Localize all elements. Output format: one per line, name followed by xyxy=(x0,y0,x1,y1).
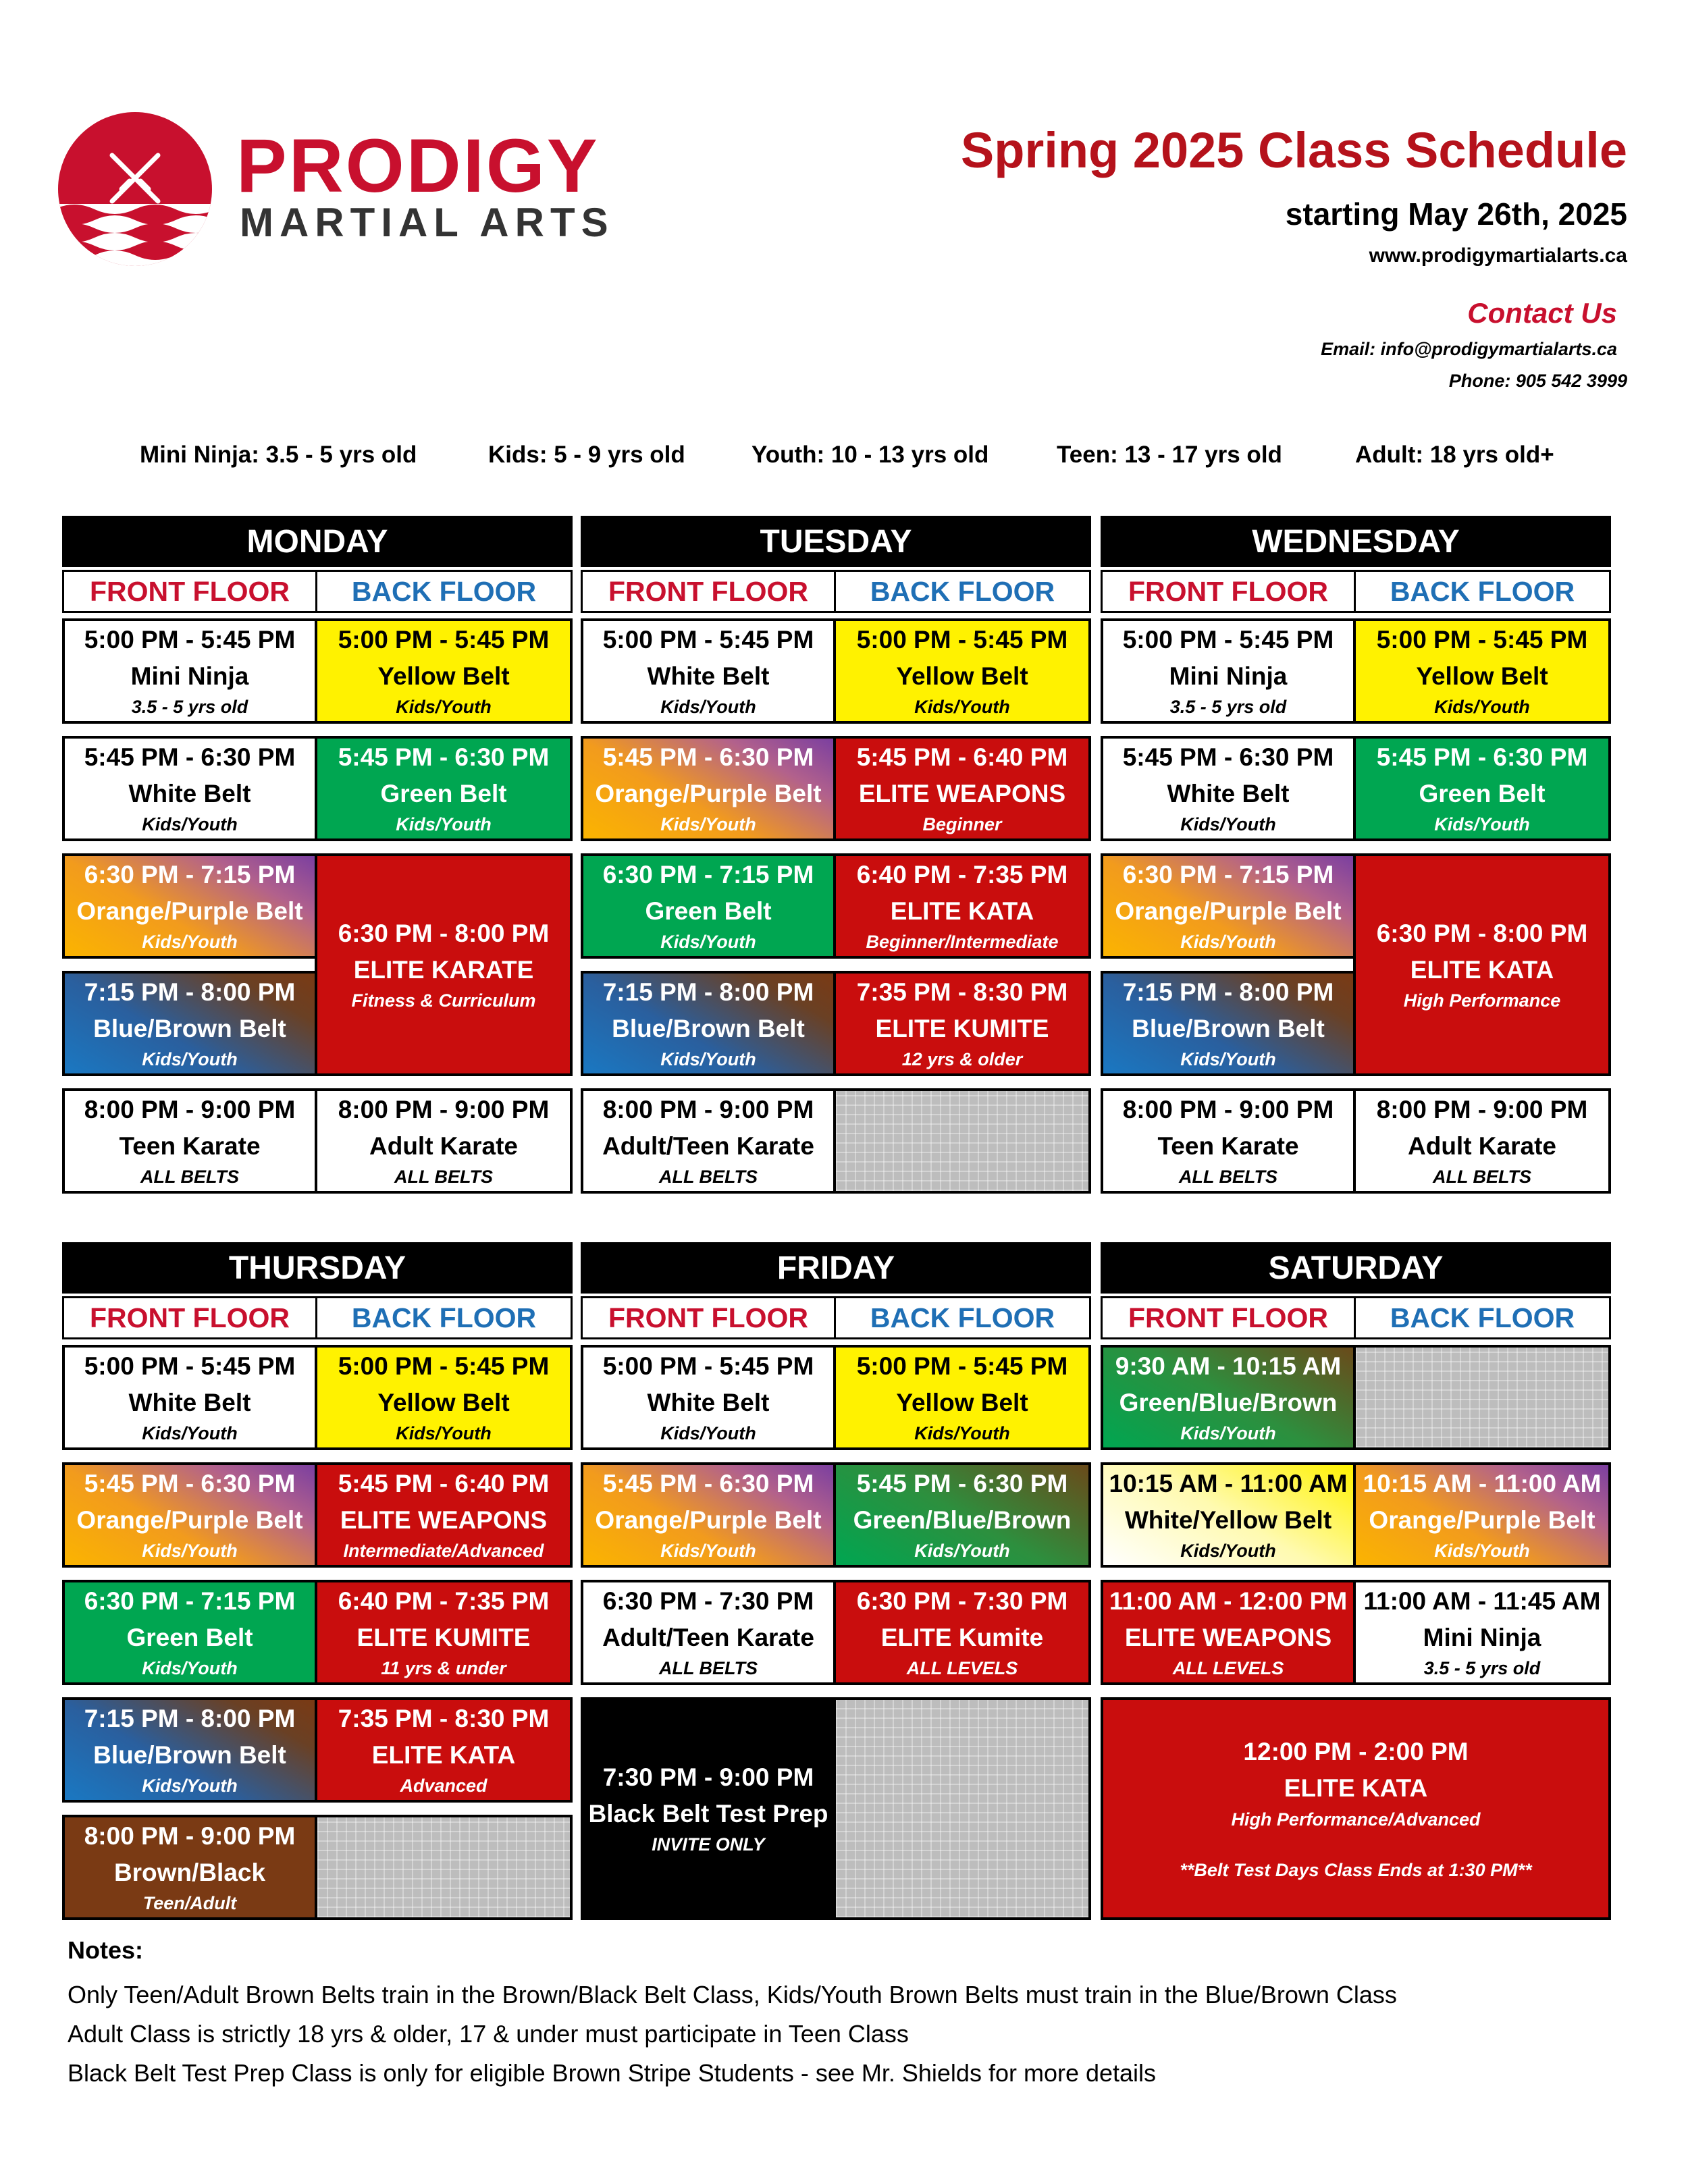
contact-email[interactable]: Email: info@prodigymartialarts.ca xyxy=(1321,339,1617,359)
class-level: Kids/Youth xyxy=(660,1049,756,1070)
class-slot-elite-kumite xyxy=(315,1580,573,1685)
class-name: Green Belt xyxy=(126,1623,253,1651)
class-time: 5:00 PM - 5:45 PM xyxy=(84,625,296,654)
floor-headers xyxy=(62,570,573,613)
class-level: ALL LEVELS xyxy=(1172,1658,1284,1679)
class-slot-elite-weapons xyxy=(833,736,1091,841)
class-name: Blue/Brown Belt xyxy=(93,1014,286,1042)
class-level: Kids/Youth xyxy=(142,932,238,953)
page-title: Spring 2025 Class Schedule xyxy=(960,122,1627,178)
class-slot-adult-teen-karate xyxy=(581,1580,836,1685)
class-level: Kids/Youth xyxy=(142,814,238,835)
class-time: 5:00 PM - 5:45 PM xyxy=(856,1352,1068,1380)
class-level: Kids/Youth xyxy=(1434,1541,1530,1562)
logo-icon xyxy=(54,108,216,270)
day-saturday xyxy=(1101,1242,1611,1880)
class-name: ELITE KUMITE xyxy=(875,1014,1049,1042)
class-level: Kids/Youth xyxy=(1434,697,1530,718)
class-name: Mini Ninja xyxy=(1169,662,1288,690)
class-name: ELITE Kumite xyxy=(880,1623,1044,1651)
class-time: 6:30 PM - 7:30 PM xyxy=(856,1587,1068,1615)
class-name: White Belt xyxy=(647,1388,770,1416)
class-level: High Performance xyxy=(1403,990,1561,1011)
day-header: THURSDAY xyxy=(62,1242,573,1294)
day-friday xyxy=(581,1242,1091,1855)
class-time: 11:00 AM - 11:45 AM xyxy=(1363,1587,1601,1615)
class-level: Teen/Adult xyxy=(142,1893,237,1914)
class-name: Orange/Purple Belt xyxy=(1115,897,1342,925)
class-level: Kids/Youth xyxy=(914,1541,1010,1562)
class-time: 5:45 PM - 6:30 PM xyxy=(84,1469,296,1497)
class-level: Kids/Youth xyxy=(396,814,492,835)
class-level: ALL BELTS xyxy=(659,1167,758,1188)
age-group: Adult: 18 yrs old+ xyxy=(1355,442,1554,468)
class-level: Kids/Youth xyxy=(1180,1049,1276,1070)
class-slot-yellow-belt xyxy=(1353,618,1611,724)
brand-name: PRODIGY xyxy=(236,124,600,208)
class-slot-white-yellow-belt xyxy=(1101,1462,1356,1568)
class-name: Orange/Purple Belt xyxy=(76,897,303,925)
front-floor-label: FRONT FLOOR xyxy=(581,570,836,613)
back-floor-label: BACK FLOOR xyxy=(834,1296,1091,1339)
class-time: 6:30 PM - 7:30 PM xyxy=(602,1587,814,1615)
class-slot-adult-karate xyxy=(315,1088,573,1194)
class-slot-elite-karate xyxy=(315,853,573,1076)
class-level: 3.5 - 5 yrs old xyxy=(131,697,248,718)
floor-headers xyxy=(62,1296,573,1339)
empty-slot xyxy=(1353,1345,1611,1450)
class-time: 5:00 PM - 5:45 PM xyxy=(338,1352,550,1380)
floor-headers xyxy=(1101,570,1611,613)
floor-headers xyxy=(1101,1296,1611,1339)
class-name: Yellow Belt xyxy=(1416,662,1548,690)
class-time: 5:45 PM - 6:40 PM xyxy=(338,1469,550,1497)
class-time: 7:30 PM - 9:00 PM xyxy=(602,1763,814,1791)
class-level: Kids/Youth xyxy=(914,1423,1010,1444)
day-header: SATURDAY xyxy=(1101,1242,1611,1294)
front-floor-label: FRONT FLOOR xyxy=(1101,1296,1356,1339)
class-slot-teen-karate xyxy=(1101,1088,1356,1194)
class-slot-white-belt xyxy=(1101,736,1356,841)
class-level: ALL BELTS xyxy=(1179,1167,1277,1188)
class-time: 6:30 PM - 8:00 PM xyxy=(338,919,550,947)
class-level: Kids/Youth xyxy=(660,814,756,835)
age-group: Youth: 10 - 13 yrs old xyxy=(751,442,989,468)
class-level: Fitness & Curriculum xyxy=(351,990,536,1011)
class-time: 7:15 PM - 8:00 PM xyxy=(602,978,814,1006)
class-time: 5:00 PM - 5:45 PM xyxy=(338,625,550,654)
class-name: ELITE KUMITE xyxy=(357,1623,531,1651)
contact-phone: Phone: 905 542 3999 xyxy=(1448,371,1627,391)
day-header: FRIDAY xyxy=(581,1242,1091,1294)
class-slot-blue-brown-belt xyxy=(581,971,836,1076)
class-time: 5:45 PM - 6:30 PM xyxy=(602,743,814,771)
class-level: 3.5 - 5 yrs old xyxy=(1423,1658,1541,1679)
class-name: Adult Karate xyxy=(369,1131,518,1160)
class-name: Teen Karate xyxy=(1157,1131,1299,1160)
class-level: ALL BELTS xyxy=(1433,1167,1531,1188)
class-time: 10:15 AM - 11:00 AM xyxy=(1109,1469,1348,1497)
class-slot-elite-kata xyxy=(1353,853,1611,1076)
class-slot-elite-kata xyxy=(1101,1697,1611,1920)
class-time: 5:45 PM - 6:30 PM xyxy=(856,1469,1068,1497)
class-level: 11 yrs & under xyxy=(381,1658,506,1679)
class-level: 3.5 - 5 yrs old xyxy=(1169,697,1287,718)
front-floor-label: FRONT FLOOR xyxy=(1101,570,1356,613)
class-level: High Performance/Advanced xyxy=(1231,1809,1481,1830)
class-name: White Belt xyxy=(128,779,251,807)
class-name: Mini Ninja xyxy=(130,662,249,690)
day-header: TUESDAY xyxy=(581,516,1091,567)
class-slot-blue-brown-belt xyxy=(1101,971,1356,1076)
class-time: 12:00 PM - 2:00 PM xyxy=(1243,1738,1469,1766)
class-name: ELITE KATA xyxy=(1284,1774,1428,1803)
class-name: White Belt xyxy=(128,1388,251,1416)
class-time: 6:30 PM - 7:15 PM xyxy=(84,860,296,888)
class-time: 7:15 PM - 8:00 PM xyxy=(1122,978,1334,1006)
front-floor-label: FRONT FLOOR xyxy=(62,570,317,613)
class-name: Blue/Brown Belt xyxy=(1132,1014,1325,1042)
class-time: 5:00 PM - 5:45 PM xyxy=(602,625,814,654)
class-slot-orange-purple-belt xyxy=(62,1462,317,1568)
class-slot-orange-purple-belt xyxy=(581,1462,836,1568)
class-slot-elite-kumite xyxy=(833,971,1091,1076)
class-level: 12 yrs & older xyxy=(901,1049,1023,1070)
class-level: Kids/Youth xyxy=(142,1049,238,1070)
class-slot-adult-teen-karate xyxy=(581,1088,836,1194)
class-time: 5:45 PM - 6:30 PM xyxy=(1376,743,1588,771)
class-name: Green Belt xyxy=(645,897,772,925)
class-name: ELITE KARATE xyxy=(353,955,534,984)
back-floor-label: BACK FLOOR xyxy=(1354,570,1611,613)
class-name: Green Belt xyxy=(380,779,507,807)
class-time: 5:45 PM - 6:30 PM xyxy=(1122,743,1334,771)
note-line: Black Belt Test Prep Class is only for eligible Brown Stripe Students - see Mr. Shields for more details xyxy=(68,2059,1157,2087)
page-subtitle: starting May 26th, 2025 xyxy=(1285,196,1627,232)
class-name: Teen Karate xyxy=(119,1131,261,1160)
class-slot-yellow-belt xyxy=(315,618,573,724)
class-time: 8:00 PM - 9:00 PM xyxy=(602,1095,814,1123)
class-slot-orange-purple-belt xyxy=(581,736,836,841)
class-level: Kids/Youth xyxy=(1180,1423,1276,1444)
class-level: Kids/Youth xyxy=(396,1423,492,1444)
class-slot-adult-karate xyxy=(1353,1088,1611,1194)
class-level: ALL BELTS xyxy=(140,1167,239,1188)
floor-headers xyxy=(581,1296,1091,1339)
class-level: Kids/Youth xyxy=(660,697,756,718)
empty-slot xyxy=(833,1697,1091,1920)
day-wednesday xyxy=(1101,516,1611,1188)
age-group: Kids: 5 - 9 yrs old xyxy=(488,442,685,468)
note-line: Only Teen/Adult Brown Belts train in the Brown/Black Belt Class, Kids/Youth Brown Belts must train in the Blue/Brown Class xyxy=(68,1981,1397,2008)
class-time: 9:30 AM - 10:15 AM xyxy=(1115,1352,1342,1380)
class-level: Beginner/Intermediate xyxy=(866,932,1059,953)
class-time: 8:00 PM - 9:00 PM xyxy=(338,1095,550,1123)
class-name: Mini Ninja xyxy=(1423,1623,1541,1651)
class-time: 5:45 PM - 6:30 PM xyxy=(84,743,296,771)
class-slot-mini-ninja xyxy=(62,618,317,724)
floor-headers xyxy=(581,570,1091,613)
class-name: White Belt xyxy=(1167,779,1290,807)
class-level: Kids/Youth xyxy=(1434,814,1530,835)
class-time: 5:00 PM - 5:45 PM xyxy=(856,625,1068,654)
class-slot-elite-weapons xyxy=(1101,1580,1356,1685)
day-thursday xyxy=(62,1242,573,1914)
class-name: ELITE KATA xyxy=(371,1740,516,1769)
class-level: Kids/Youth xyxy=(396,697,492,718)
class-level: Kids/Youth xyxy=(660,1423,756,1444)
class-slot-green-belt xyxy=(1353,736,1611,841)
empty-slot xyxy=(833,1088,1091,1194)
class-time: 10:15 AM - 11:00 AM xyxy=(1363,1469,1602,1497)
class-name: Blue/Brown Belt xyxy=(612,1014,805,1042)
class-level: ALL BELTS xyxy=(394,1167,493,1188)
class-name: ELITE KATA xyxy=(1410,955,1554,984)
class-time: 5:45 PM - 6:30 PM xyxy=(338,743,550,771)
notes-heading: Notes: xyxy=(68,1936,144,1964)
class-time: 5:00 PM - 5:45 PM xyxy=(1376,625,1588,654)
day-tuesday xyxy=(581,516,1091,1188)
class-time: 6:30 PM - 7:15 PM xyxy=(602,860,814,888)
class-slot-yellow-belt xyxy=(833,618,1091,724)
class-name: Adult/Teen Karate xyxy=(602,1623,814,1651)
class-time: 6:30 PM - 7:15 PM xyxy=(84,1587,296,1615)
class-slot-elite-kata xyxy=(833,853,1091,959)
class-time: 7:35 PM - 8:30 PM xyxy=(856,978,1068,1006)
class-time: 5:45 PM - 6:40 PM xyxy=(856,743,1068,771)
class-time: 6:40 PM - 7:35 PM xyxy=(856,860,1068,888)
class-name: White/Yellow Belt xyxy=(1124,1506,1332,1534)
class-level: Kids/Youth xyxy=(142,1423,238,1444)
class-slot-teen-karate xyxy=(62,1088,317,1194)
class-level: Kids/Youth xyxy=(142,1776,238,1796)
class-name: Green Belt xyxy=(1419,779,1546,807)
class-time: 6:30 PM - 8:00 PM xyxy=(1376,919,1588,947)
class-slot-green-belt xyxy=(62,1580,317,1685)
class-slot-yellow-belt xyxy=(315,1345,573,1450)
class-level: Kids/Youth xyxy=(1180,1541,1276,1562)
class-time: 7:15 PM - 8:00 PM xyxy=(84,978,296,1006)
class-name: White Belt xyxy=(647,662,770,690)
class-level: ALL BELTS xyxy=(659,1658,758,1679)
class-slot-blue-brown-belt xyxy=(62,971,317,1076)
class-name: Green/Blue/Brown xyxy=(1119,1388,1338,1416)
class-time: 8:00 PM - 9:00 PM xyxy=(1122,1095,1334,1123)
class-slot-white-belt xyxy=(62,736,317,841)
class-slot-orange-purple-belt xyxy=(62,853,317,959)
class-note: **Belt Test Days Class Ends at 1:30 PM** xyxy=(1180,1859,1532,1880)
class-name: Orange/Purple Belt xyxy=(595,779,822,807)
class-time: 7:15 PM - 8:00 PM xyxy=(84,1704,296,1732)
class-name: Yellow Belt xyxy=(377,662,510,690)
class-slot-green-belt xyxy=(581,853,836,959)
class-time: 8:00 PM - 9:00 PM xyxy=(84,1095,296,1123)
class-slot-orange-purple-belt xyxy=(1101,853,1356,959)
class-level: Kids/Youth xyxy=(142,1541,238,1562)
class-time: 5:00 PM - 5:45 PM xyxy=(84,1352,296,1380)
class-name: Adult/Teen Karate xyxy=(602,1131,814,1160)
class-slot-green-blue-brown xyxy=(833,1462,1091,1568)
class-slot-yellow-belt xyxy=(833,1345,1091,1450)
day-monday xyxy=(62,516,573,1188)
class-slot-elite-weapons xyxy=(315,1462,573,1568)
class-time: 5:00 PM - 5:45 PM xyxy=(602,1352,814,1380)
class-name: Yellow Belt xyxy=(896,1388,1028,1416)
day-header: WEDNESDAY xyxy=(1101,516,1611,567)
class-time: 6:40 PM - 7:35 PM xyxy=(338,1587,550,1615)
empty-slot xyxy=(315,1815,573,1920)
back-floor-label: BACK FLOOR xyxy=(834,570,1091,613)
class-name: Orange/Purple Belt xyxy=(76,1506,303,1534)
contact-heading: Contact Us xyxy=(1467,297,1617,329)
age-group: Teen: 13 - 17 yrs old xyxy=(1057,442,1282,468)
front-floor-label: FRONT FLOOR xyxy=(581,1296,836,1339)
class-name: Brown/Black xyxy=(113,1858,266,1886)
class-level: Intermediate/Advanced xyxy=(343,1541,544,1562)
class-slot-elite-kumite xyxy=(833,1580,1091,1685)
class-level: Advanced xyxy=(400,1776,487,1796)
class-time: 5:00 PM - 5:45 PM xyxy=(1122,625,1334,654)
notes-section xyxy=(68,1936,1620,2093)
class-slot-green-belt xyxy=(315,736,573,841)
back-floor-label: BACK FLOOR xyxy=(1354,1296,1611,1339)
class-name: Adult Karate xyxy=(1408,1131,1556,1160)
class-level: ALL LEVELS xyxy=(906,1658,1018,1679)
class-name: Yellow Belt xyxy=(377,1388,510,1416)
class-time: 7:35 PM - 8:30 PM xyxy=(338,1704,550,1732)
class-time: 11:00 AM - 12:00 PM xyxy=(1109,1587,1348,1615)
class-slot-mini-ninja xyxy=(1101,618,1356,724)
class-level: Kids/Youth xyxy=(914,697,1010,718)
class-level: INVITE ONLY xyxy=(652,1834,765,1855)
class-name: Yellow Belt xyxy=(896,662,1028,690)
class-name: ELITE WEAPONS xyxy=(858,779,1066,807)
class-slot-white-belt xyxy=(581,1345,836,1450)
class-slot-brown-black xyxy=(62,1815,317,1920)
class-slot-black-belt-test-prep xyxy=(581,1697,836,1920)
class-slot-green-blue-brown xyxy=(1101,1345,1356,1450)
class-time: 8:00 PM - 9:00 PM xyxy=(84,1821,296,1850)
brand-subname: MARTIAL ARTS xyxy=(240,200,614,245)
day-header: MONDAY xyxy=(62,516,573,567)
class-name: ELITE KATA xyxy=(890,897,1034,925)
class-level: Kids/Youth xyxy=(1180,932,1276,953)
class-level: Kids/Youth xyxy=(660,1541,756,1562)
class-name: Orange/Purple Belt xyxy=(595,1506,822,1534)
note-line: Adult Class is strictly 18 yrs & older, 17 & under must participate in Teen Class xyxy=(68,2020,909,2048)
class-slot-white-belt xyxy=(581,618,836,724)
front-floor-label: FRONT FLOOR xyxy=(62,1296,317,1339)
class-name: ELITE WEAPONS xyxy=(1124,1623,1332,1651)
class-time: 5:45 PM - 6:30 PM xyxy=(602,1469,814,1497)
class-slot-mini-ninja xyxy=(1353,1580,1611,1685)
class-time: 8:00 PM - 9:00 PM xyxy=(1376,1095,1588,1123)
class-level: Kids/Youth xyxy=(1180,814,1276,835)
class-name: Black Belt Test Prep xyxy=(588,1799,828,1828)
class-name: Green/Blue/Brown xyxy=(853,1506,1072,1534)
website-link[interactable]: www.prodigymartialarts.ca xyxy=(1369,244,1627,267)
class-name: Blue/Brown Belt xyxy=(93,1740,286,1769)
class-level: Beginner xyxy=(922,814,1002,835)
class-slot-orange-purple-belt xyxy=(1353,1462,1611,1568)
back-floor-label: BACK FLOOR xyxy=(315,570,573,613)
class-level: Kids/Youth xyxy=(660,932,756,953)
class-slot-white-belt xyxy=(62,1345,317,1450)
back-floor-label: BACK FLOOR xyxy=(315,1296,573,1339)
age-group: Mini Ninja: 3.5 - 5 yrs old xyxy=(140,442,417,468)
class-slot-elite-kata xyxy=(315,1697,573,1803)
class-time: 6:30 PM - 7:15 PM xyxy=(1122,860,1334,888)
class-name: ELITE WEAPONS xyxy=(340,1506,548,1534)
class-level: Kids/Youth xyxy=(142,1658,238,1679)
class-slot-blue-brown-belt xyxy=(62,1697,317,1803)
class-name: Orange/Purple Belt xyxy=(1369,1506,1595,1534)
